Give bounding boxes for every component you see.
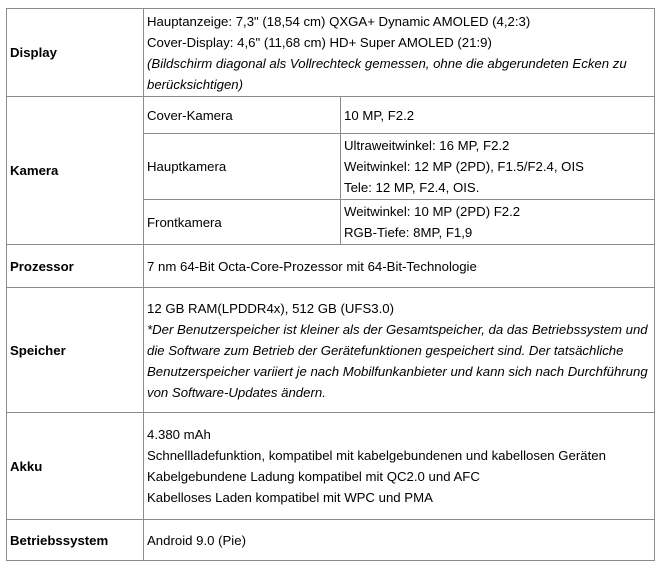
label-speicher: Speicher [7,288,144,413]
akku-line: Kabelloses Laden kompatibel mit WPC und PMA [147,490,433,505]
label-display: Display [7,9,144,97]
row-betriebssystem [7,520,655,561]
speicher-value: 12 GB RAM(LPDDR4x), 512 GB (UFS3.0) [147,300,394,316]
label-akku: Akku [7,413,144,520]
speicher-note: *Der Benutzerspeicher ist kleiner als der Gesamtspeicher, da das Betriebssystem und die Software zum Betrieb der Gerätefunktionen gespeichert sind. Der tatsächliche Benutzerspeicher variiert je nach Mobilfunkanbieter und kann sich nach Durchführung von Software-Updates ändern. [147,321,648,400]
akku-line: 4.380 mAh [147,427,211,442]
label-frontkamera: Frontkamera [144,200,341,245]
display-cover: Cover-Display: 4,6" (11,68 cm) HD+ Super AMOLED (21:9) [147,34,492,50]
value-display [144,9,655,97]
spec-table [6,8,655,561]
hauptkamera-line: Weitwinkel: 12 MP (2PD), F1.5/F2.4, OIS [344,159,584,174]
hauptkamera-line: Tele: 12 MP, F2.4, OIS. [344,180,480,195]
row-display [7,9,655,97]
display-main: Hauptanzeige: 7,3" (18,54 cm) QXGA+ Dynamic AMOLED (4,2:3) [147,13,531,29]
label-kamera: Kamera [7,97,144,245]
label-cover-kamera: Cover-Kamera [144,97,341,134]
label-prozessor: Prozessor [7,245,144,288]
frontkamera-line: RGB-Tiefe: 8MP, F1,9 [344,225,473,240]
akku-line: Kabelgebundene Ladung kompatibel mit QC2.0 und AFC [147,469,480,484]
value-betriebssystem: Android 9.0 (Pie) [144,520,655,561]
label-betriebssystem: Betriebssystem [7,520,144,561]
row-speicher [7,288,655,413]
akku-line: Schnellladefunktion, kompatibel mit kabelgebundenen und kabellosen Geräten [147,448,606,463]
value-prozessor: 7 nm 64-Bit Octa-Core-Prozessor mit 64-Bit-Technologie [144,245,655,288]
row-prozessor [7,245,655,288]
value-akku [144,413,655,520]
row-kamera-cover [7,97,655,134]
value-frontkamera [341,200,655,245]
row-akku [7,413,655,520]
frontkamera-line: Weitwinkel: 10 MP (2PD) F2.2 [344,204,521,219]
value-speicher [144,288,655,413]
label-hauptkamera: Hauptkamera [144,134,341,200]
value-cover-kamera: 10 MP, F2.2 [341,97,655,134]
display-note: (Bildschirm diagonal als Vollrechteck gemessen, ohne die abgerundeten Ecken zu berücksichtigen) [147,55,627,92]
hauptkamera-line: Ultraweitwinkel: 16 MP, F2.2 [344,138,510,153]
value-hauptkamera [341,134,655,200]
